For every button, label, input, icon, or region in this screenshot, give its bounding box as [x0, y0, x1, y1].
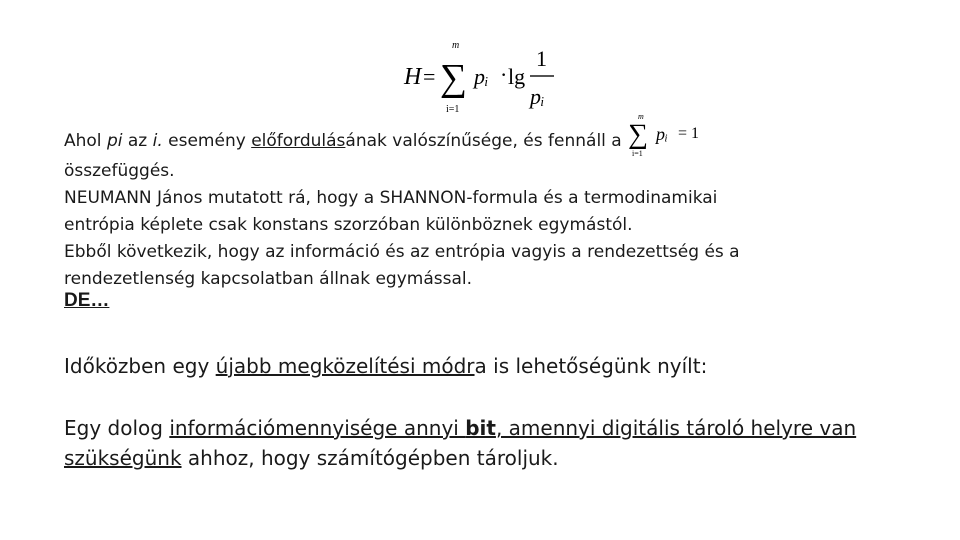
formula-lg: lg — [508, 64, 526, 89]
intro-text — [64, 112, 884, 293]
formula-sum-symbol: ∑ — [440, 57, 468, 99]
inline-p: pᵢ — [655, 124, 668, 144]
formula-equals: = — [423, 64, 436, 89]
underlined-word: előfordulás — [251, 131, 346, 151]
sum-probability-formula — [626, 110, 708, 158]
bit-term: bit — [465, 416, 496, 440]
pi-symbol: pi — [106, 131, 123, 151]
text-line-2: összefüggés. — [64, 161, 175, 181]
formula-sum-lower: i=1 — [446, 104, 460, 115]
text-line-5: Ebből következik, hogy az információ és az entrópia vagyis a rendezettség és a — [64, 242, 740, 262]
i-symbol: i. — [152, 131, 163, 151]
formula-h: H — [404, 64, 422, 90]
inline-sum-lower: i=1 — [631, 149, 643, 158]
text-line-4: entrópia képlete csak konstans szorzóban különböznek egymástól. — [64, 215, 633, 235]
text-line-1: Ahol pi az i. esemény előfordulásának valószínűsége, és fennáll a m ∑ i=1 pᵢ = 1 — [64, 124, 884, 158]
underlined-definition: információmennyisége annyi bit, amennyi digitális tároló helyre van — [169, 416, 857, 440]
de-heading: DE… — [64, 290, 110, 311]
shannon-formula — [402, 38, 562, 120]
formula-frac-num: 1 — [536, 46, 547, 71]
formula-frac-den: pᵢ — [530, 84, 545, 109]
inline-sum-upper: m — [637, 112, 644, 121]
inline-sum-symbol: ∑ — [627, 119, 648, 150]
inline-rhs: = 1 — [677, 125, 699, 142]
text-line-3: NEUMANN János mutatott rá, hogy a SHANNON-formula és a termodinamikai — [64, 188, 718, 208]
formula-p: pᵢ — [474, 64, 489, 89]
paragraph-bit-definition: Egy dolog információmennyisége annyi bit, amennyi digitális tároló helyre van szükségünk ahhoz, hogy számítógépben tároljuk. — [64, 416, 857, 470]
paragraph-new-approach: Időközben egy újabb megközelítési módra is lehetőségünk nyílt: — [64, 354, 708, 378]
underlined-need: szükségünk — [64, 446, 182, 470]
formula-dot: · — [500, 62, 508, 87]
underlined-phrase: újabb megközelítési módr — [215, 354, 475, 378]
formula-sum-upper: m — [452, 40, 460, 51]
text-line-6: rendezetlenség kapcsolatban állnak egymással. — [64, 269, 473, 289]
